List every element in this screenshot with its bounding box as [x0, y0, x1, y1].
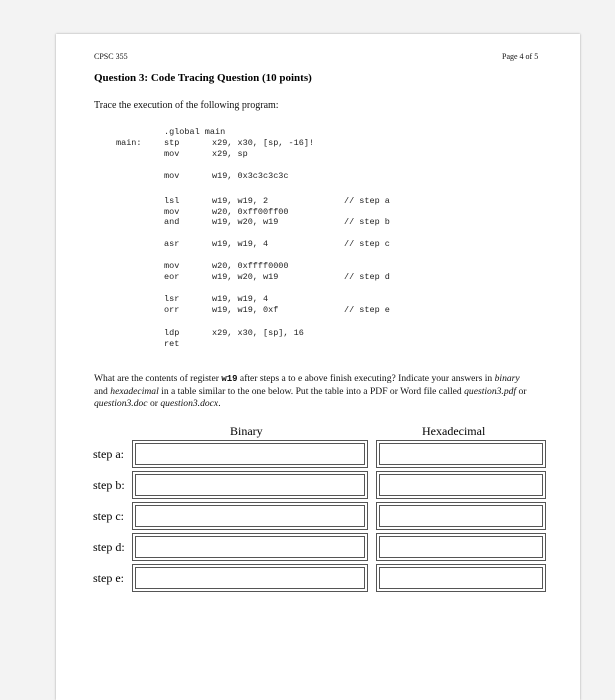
paragraph-text: and: [94, 385, 111, 397]
code-args: x29, x30, [sp, -16]!: [212, 138, 315, 148]
hex-answer-box-d[interactable]: [376, 533, 546, 561]
code-args: w19, w19, 4: [212, 294, 269, 304]
code-comment: // step d: [344, 272, 390, 282]
code-args: w19, w20, w19: [212, 217, 279, 227]
code-args: w19, w19, 4: [212, 239, 269, 249]
binary-answer-box-d[interactable]: [132, 533, 368, 561]
emphasis-hexadecimal: hexadecimal: [110, 385, 159, 397]
code-args: w20, 0xff00ff00: [212, 207, 289, 217]
code-args: w19, w19, 0xf: [212, 305, 279, 315]
code-comment: // step c: [344, 239, 390, 249]
code-comment: // step a: [344, 196, 390, 206]
code-op: asr: [164, 239, 180, 249]
code-args: w19, 0x3c3c3c3c: [212, 171, 289, 181]
code-directive: .global main: [164, 127, 226, 137]
register-name: w19: [221, 374, 238, 384]
column-header-hexadecimal: Hexadecimal: [422, 424, 486, 438]
course-header: CPSC 355: [94, 52, 128, 61]
binary-answer-box-e[interactable]: [132, 564, 368, 592]
filename-doc: question3.doc: [94, 398, 148, 409]
code-op: mov: [164, 149, 180, 159]
paragraph-text: in a table similar to the one below. Put the table into a PDF or Word file called: [158, 385, 465, 397]
emphasis-binary: binary: [494, 373, 520, 384]
row-label-step-e: step e:: [93, 571, 124, 585]
hex-answer-box-c[interactable]: [376, 502, 546, 530]
code-comment: // step b: [344, 217, 390, 227]
hex-answer-box-e[interactable]: [376, 564, 546, 592]
row-label-step-b: step b:: [93, 478, 125, 492]
row-label-step-d: step d:: [93, 540, 125, 554]
code-op: lsr: [164, 294, 180, 304]
code-op: lsl: [164, 196, 180, 206]
page-number: Page 4 of 5: [502, 52, 539, 61]
code-op: mov: [164, 171, 180, 181]
code-op: mov: [164, 261, 180, 271]
question-paragraph: [94, 373, 534, 411]
code-op: ldp: [164, 328, 180, 338]
filename-docx: question3.docx: [160, 398, 219, 409]
code-op: eor: [164, 272, 180, 282]
column-header-binary: Binary: [230, 424, 263, 438]
row-label-step-c: step c:: [93, 509, 124, 523]
code-args: w20, 0xffff0000: [212, 261, 289, 271]
code-args: w19, w19, 2: [212, 196, 269, 206]
binary-answer-box-b[interactable]: [132, 471, 368, 499]
code-args: x29, sp: [212, 149, 248, 159]
hex-answer-box-a[interactable]: [376, 440, 546, 468]
filename-pdf: question3.pdf: [464, 385, 517, 397]
paragraph-text: after steps a to e above finish executing? Indicate your answers in: [237, 373, 495, 384]
code-op: and: [164, 217, 180, 227]
paragraph-text: or: [516, 385, 527, 397]
document-page: [56, 34, 580, 700]
code-args: x29, x30, [sp], 16: [212, 328, 304, 338]
hex-answer-box-b[interactable]: [376, 471, 546, 499]
paragraph-text: What are the contents of register: [94, 373, 222, 384]
code-args: w19, w20, w19: [212, 272, 279, 282]
row-label-step-a: step a:: [93, 447, 124, 461]
paragraph-text: .: [218, 398, 221, 409]
paragraph-text: or: [147, 398, 161, 409]
code-op: mov: [164, 207, 180, 217]
code-op: stp: [164, 138, 180, 148]
question-title: Question 3: Code Tracing Question (10 points): [94, 72, 312, 84]
code-comment: // step e: [344, 305, 390, 315]
code-label: main:: [116, 138, 142, 148]
binary-answer-box-a[interactable]: [132, 440, 368, 468]
instruction-text: Trace the execution of the following program:: [94, 100, 279, 111]
binary-answer-box-c[interactable]: [132, 502, 368, 530]
code-op: ret: [164, 339, 180, 349]
code-op: orr: [164, 305, 180, 315]
